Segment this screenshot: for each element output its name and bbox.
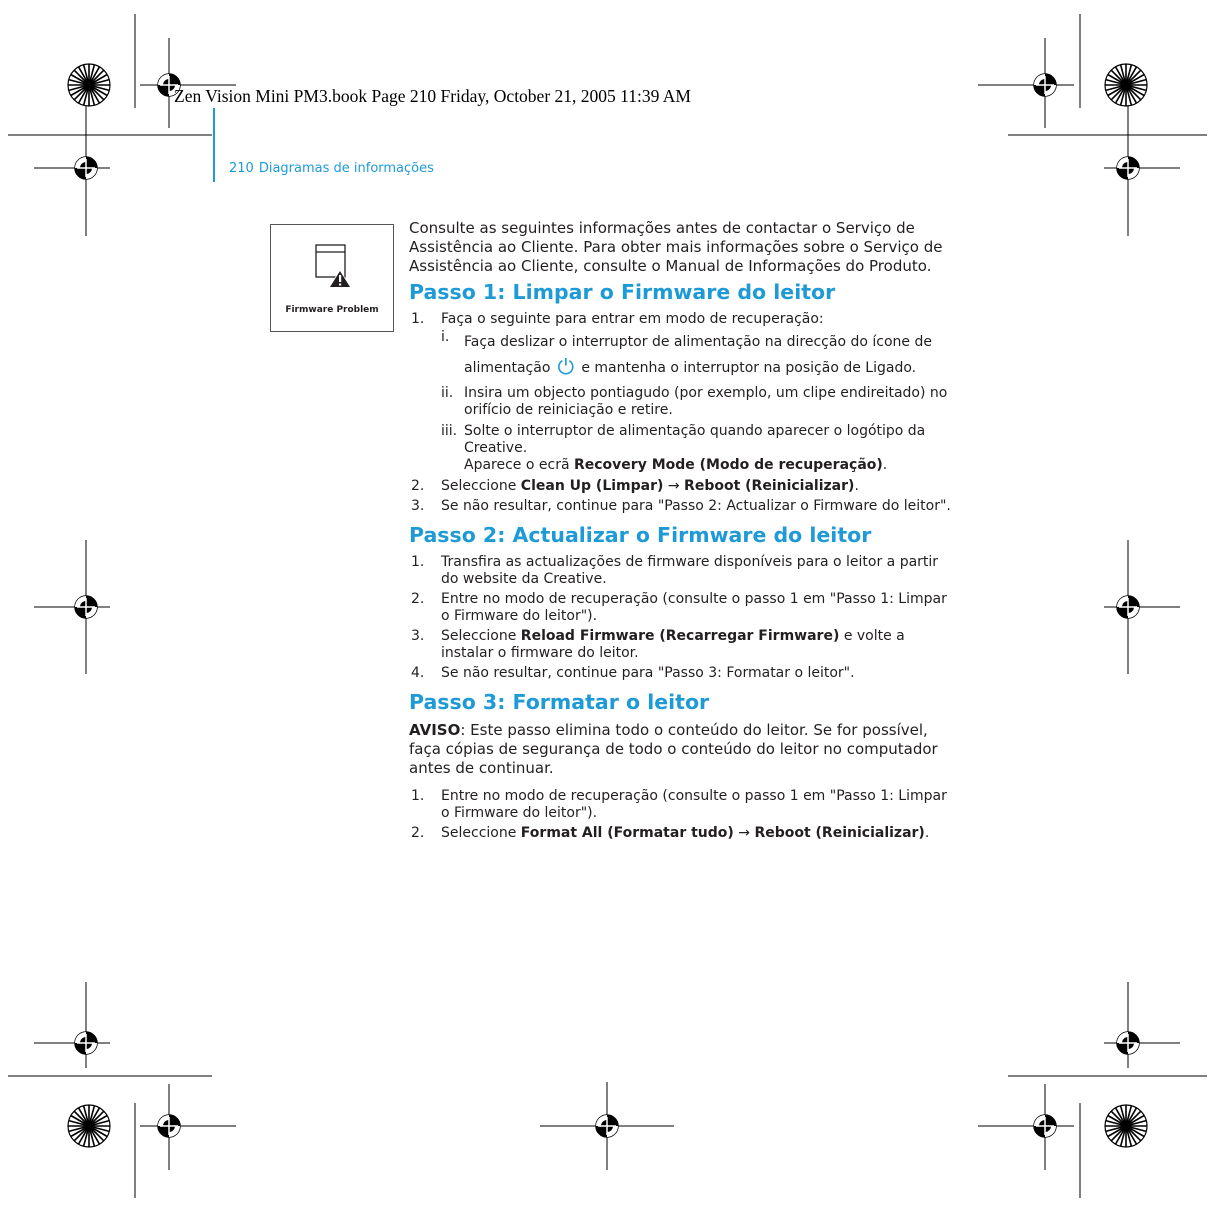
list-item <box>409 591 954 625</box>
item-text: Transfira as actualizações de firmware disponíveis para o leitor a partir do website da Creative. <box>441 554 939 587</box>
substep-list <box>441 329 954 474</box>
item-text: Solte o interruptor de alimentação quando aparecer o logótipo da Creative. <box>464 423 926 456</box>
step1-list <box>409 311 954 515</box>
step1-heading: Passo 1: Limpar o Firmware do leitor <box>409 280 836 304</box>
section-step3 <box>409 690 954 842</box>
item-text: Entre no modo de recuperação (consulte o passo 1 em "Passo 1: Limpar o Firmware do leitor"). <box>441 788 947 821</box>
step2-heading: Passo 2: Actualizar o Firmware do leitor <box>409 523 872 547</box>
item-number: ii. <box>441 385 454 401</box>
item-number: 1. <box>411 554 425 570</box>
recovery-mode-label: Recovery Mode (Modo de recuperação) <box>573 457 883 473</box>
list-item: 2. Seleccione Clean Up (Limpar) → Reboot (Reinicializar). <box>411 478 859 494</box>
intro-paragraph: Consulte as seguintes informações antes de contactar o Serviço de Assistência ao Cliente. Para obter mais informações sobre o Serviço de Assistência ao Cliente, consulte o Manual de Informações do Produto. <box>409 219 943 275</box>
item-number: 2. <box>411 478 425 494</box>
warning-label: AVISO <box>409 721 461 739</box>
result-line: Aparece o ecrã Recovery Mode (Modo de recuperação). <box>464 457 888 473</box>
arrow-icon: → <box>738 825 750 841</box>
item-number: 2. <box>411 591 425 607</box>
list-item <box>409 665 954 682</box>
step3-list <box>409 788 954 842</box>
item-text: Entre no modo de recuperação (consulte o passo 1 em "Passo 1: Limpar o Firmware do leitor"). <box>441 591 947 624</box>
list-item <box>441 423 954 474</box>
list-item: 2. Seleccione Format All (Formatar tudo) → Reboot (Reinicializar). <box>411 825 930 841</box>
item-number: iii. <box>441 423 458 439</box>
warning-text: : Este passo elimina todo o conteúdo do leitor. Se for possível, faça cópias de segurança de todo o conteúdo do leitor no computador antes de continuar. <box>409 721 938 777</box>
list-item <box>409 498 954 515</box>
list-item <box>441 385 954 419</box>
book-info-header: Zen Vision Mini PM3.book Page 210 Friday, October 21, 2005 11:39 AM <box>174 86 691 106</box>
section-step2 <box>409 523 954 682</box>
power-icon: ⏻ <box>557 355 575 379</box>
item-number: 1. <box>411 788 425 804</box>
list-item <box>409 554 954 588</box>
item-number: 4. <box>411 665 425 681</box>
item-text: Faça deslizar o interruptor de alimentação na direcção do ícone de alimentação <box>464 334 932 376</box>
item-text: Se não resultar, continue para "Passo 2: Actualizar o Firmware do leitor". <box>441 498 951 514</box>
item-text: Insira um objecto pontiagudo (por exemplo, um clipe endireitado) no orifício de reiniciação e retire. <box>464 385 948 418</box>
menu-option-clean-up: Clean Up (Limpar) <box>520 478 664 494</box>
list-item <box>409 311 954 474</box>
list-item <box>441 329 954 381</box>
main-content <box>409 219 954 850</box>
menu-option-reboot: Reboot (Reinicializar) <box>754 825 925 841</box>
window-warning-icon <box>271 225 393 305</box>
page-number: 210 <box>229 161 254 176</box>
running-head-title: Diagramas de informações <box>258 161 434 176</box>
firmware-problem-icon <box>270 224 394 332</box>
item-number: 2. <box>411 825 425 841</box>
menu-option-reload-firmware: Reload Firmware (Recarregar Firmware) <box>520 628 840 644</box>
warning-paragraph <box>409 721 954 778</box>
step2-list <box>409 554 954 682</box>
section-step1 <box>409 280 954 515</box>
arrow-icon: → <box>667 478 680 494</box>
list-item: 3. Seleccione Reload Firmware (Recarregar Firmware) e volte a instalar o firmware do leitor. <box>411 628 905 661</box>
item-number: 3. <box>411 498 425 514</box>
list-item <box>409 788 954 822</box>
item-number: i. <box>441 329 450 345</box>
icon-caption: Firmware Problem <box>285 305 379 315</box>
menu-option-format-all: Format All (Formatar tudo) <box>520 825 734 841</box>
item-text: Faça o seguinte para entrar em modo de recuperação: <box>441 311 824 327</box>
running-head-bar <box>213 108 215 182</box>
item-text: e mantenha o interruptor na posição de Ligado. <box>581 360 917 376</box>
item-number: 3. <box>411 628 425 644</box>
item-text: Se não resultar, continue para "Passo 3: Formatar o leitor". <box>441 665 855 681</box>
menu-option-reboot: Reboot (Reinicializar) <box>684 478 855 494</box>
running-head <box>229 161 439 176</box>
step3-heading: Passo 3: Formatar o leitor <box>409 690 710 714</box>
item-number: 1. <box>411 311 425 327</box>
